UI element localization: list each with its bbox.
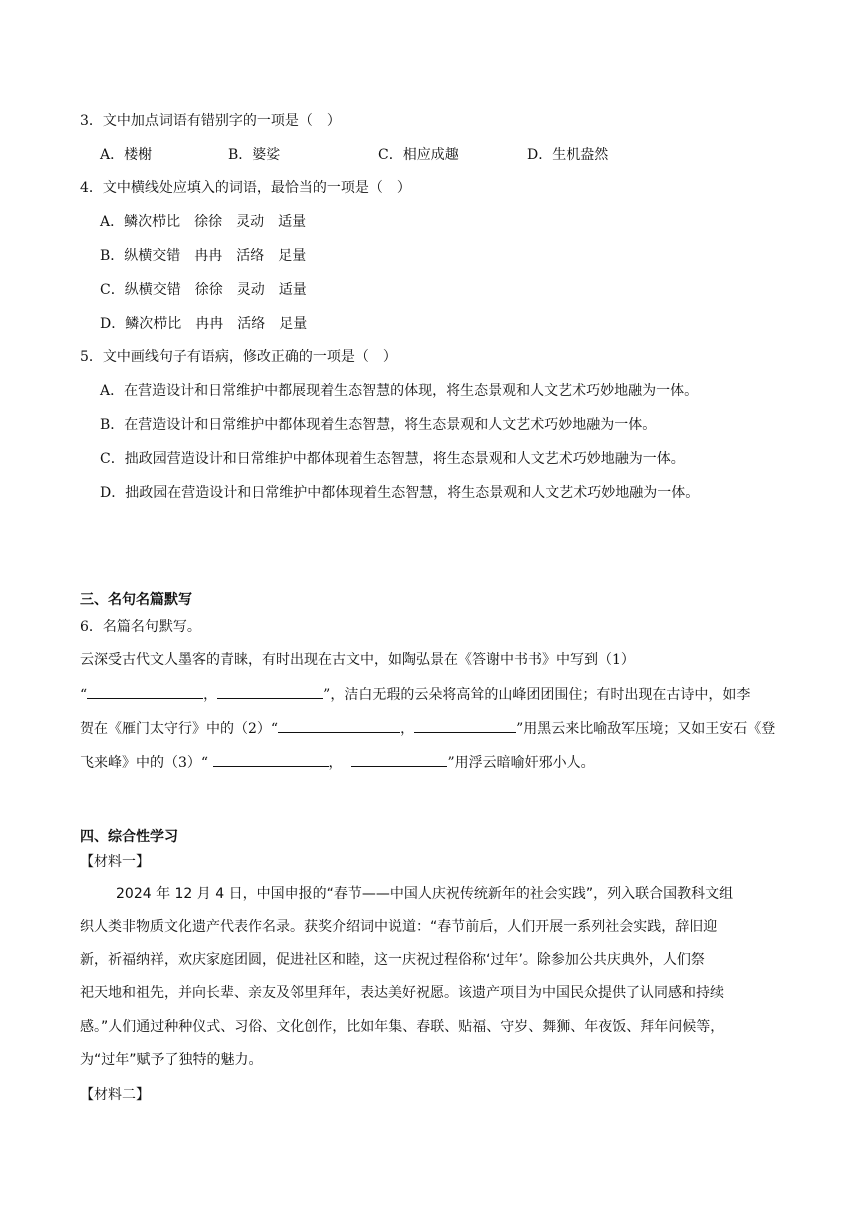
question-5-option-a: A．在营造设计和日常维护中都展现着生态智慧的体现，将生态景观和人文艺术巧妙地融为一体。 <box>100 383 699 399</box>
question-4-option-a: A．鳞次栉比 徐徐 灵动 适量 <box>100 214 307 230</box>
material-1-line-3: 新，祈福纳祥，欢庆家庭团圆，促进社区和睦，这一庆祝过程俗称‘过年’。除参加公共庆典外，人们祭 <box>80 952 705 968</box>
section-3-title: 三、名句名篇默写 <box>80 592 192 608</box>
dictation-line-3 <box>80 718 775 739</box>
blank-3-2[interactable] <box>351 752 447 767</box>
blank-2-2[interactable] <box>414 718 516 733</box>
blank-2-1[interactable] <box>278 718 400 733</box>
option-b: B．婆娑 <box>228 147 281 163</box>
blank-1-2[interactable] <box>217 684 323 699</box>
material-1-line-6: 为“过年”赋予了独特的魅力。 <box>80 1052 263 1068</box>
comma: ， <box>328 755 343 771</box>
question-4-stem: 4．文中横线处应填入的词语，最恰当的一项是（ ） <box>80 180 411 196</box>
dictation-line-4-a: 飞来峰》中的（3）“ <box>80 755 209 771</box>
question-5-option-c: C．拙政园营造设计和日常维护中都体现着生态智慧，将生态景观和人文艺术巧妙地融为一体。 <box>100 451 685 467</box>
question-3-stem: 3．文中加点词语有错别字的一项是（ ） <box>80 113 341 129</box>
dictation-line-4 <box>80 752 595 773</box>
dictation-line-2-rest: ”，洁白无瑕的云朵将高耸的山峰团团围住；有时出现在古诗中，如李 <box>323 687 751 703</box>
comma: ， <box>203 687 218 703</box>
question-4-option-c: C．纵横交错 徐徐 灵动 适量 <box>100 282 307 298</box>
quote-open: “ <box>80 687 88 703</box>
material-1-line-4: 祀天地和祖先，并向长辈、亲友及邻里拜年，表达美好祝愿。该遗产项目为中国民众提供了认同感和持续 <box>80 985 724 1001</box>
dictation-line-3-a: 贺在《雁门太守行》中的（2）“ <box>80 721 279 737</box>
option-d: D．生机盎然 <box>527 147 609 163</box>
question-4-option-d: D．鳞次栉比 冉冉 活络 足量 <box>100 316 308 332</box>
material-1-line-1: 2024 年 12 月 4 日，中国申报的“春节——中国人庆祝传统新年的社会实践”，列入联合国教科文组 <box>116 886 734 902</box>
dictation-line-1: 云深受古代文人墨客的青睐，有时出现在古文中，如陶弘景在《答谢中书书》中写到（1） <box>80 652 635 668</box>
blank-3-1[interactable] <box>213 752 329 767</box>
comma: ， <box>400 721 415 737</box>
material-2-label: 【材料二】 <box>80 1087 150 1103</box>
dictation-line-4-b: ”用浮云暗喻奸邪小人。 <box>447 755 595 771</box>
section-4-title: 四、综合性学习 <box>80 829 178 845</box>
question-5-option-d: D．拙政园在营造设计和日常维护中都体现着生态智慧，将生态景观和人文艺术巧妙地融为一体。 <box>100 485 700 501</box>
material-1-line-5: 感。”人们通过种种仪式、习俗、文化创作，比如年集、春联、贴福、守岁、舞狮、年夜饭、拜年问候等， <box>80 1019 725 1035</box>
question-4-option-b: B．纵横交错 冉冉 活络 足量 <box>100 248 307 264</box>
dictation-line-2 <box>80 684 750 705</box>
material-1-line-2: 织人类非物质文化遗产代表作名录。获奖介绍词中说道：“春节前后，人们开展一系列社会实践，辞旧迎 <box>80 919 718 935</box>
option-c: C．相应成趣 <box>378 147 459 163</box>
question-5-option-b: B．在营造设计和日常维护中都体现着生态智慧，将生态景观和人文艺术巧妙地融为一体。 <box>100 417 657 433</box>
material-1-label: 【材料一】 <box>80 854 150 870</box>
dictation-line-3-b: ”用黑云来比喻敌军压境；又如王安石《登 <box>516 721 776 737</box>
question-5-stem: 5．文中画线句子有语病，修改正确的一项是（ ） <box>80 349 397 365</box>
blank-1-1[interactable] <box>87 684 203 699</box>
option-a: A．楼榭 <box>100 147 153 163</box>
question-6-stem: 6．名篇名句默写。 <box>80 619 201 635</box>
